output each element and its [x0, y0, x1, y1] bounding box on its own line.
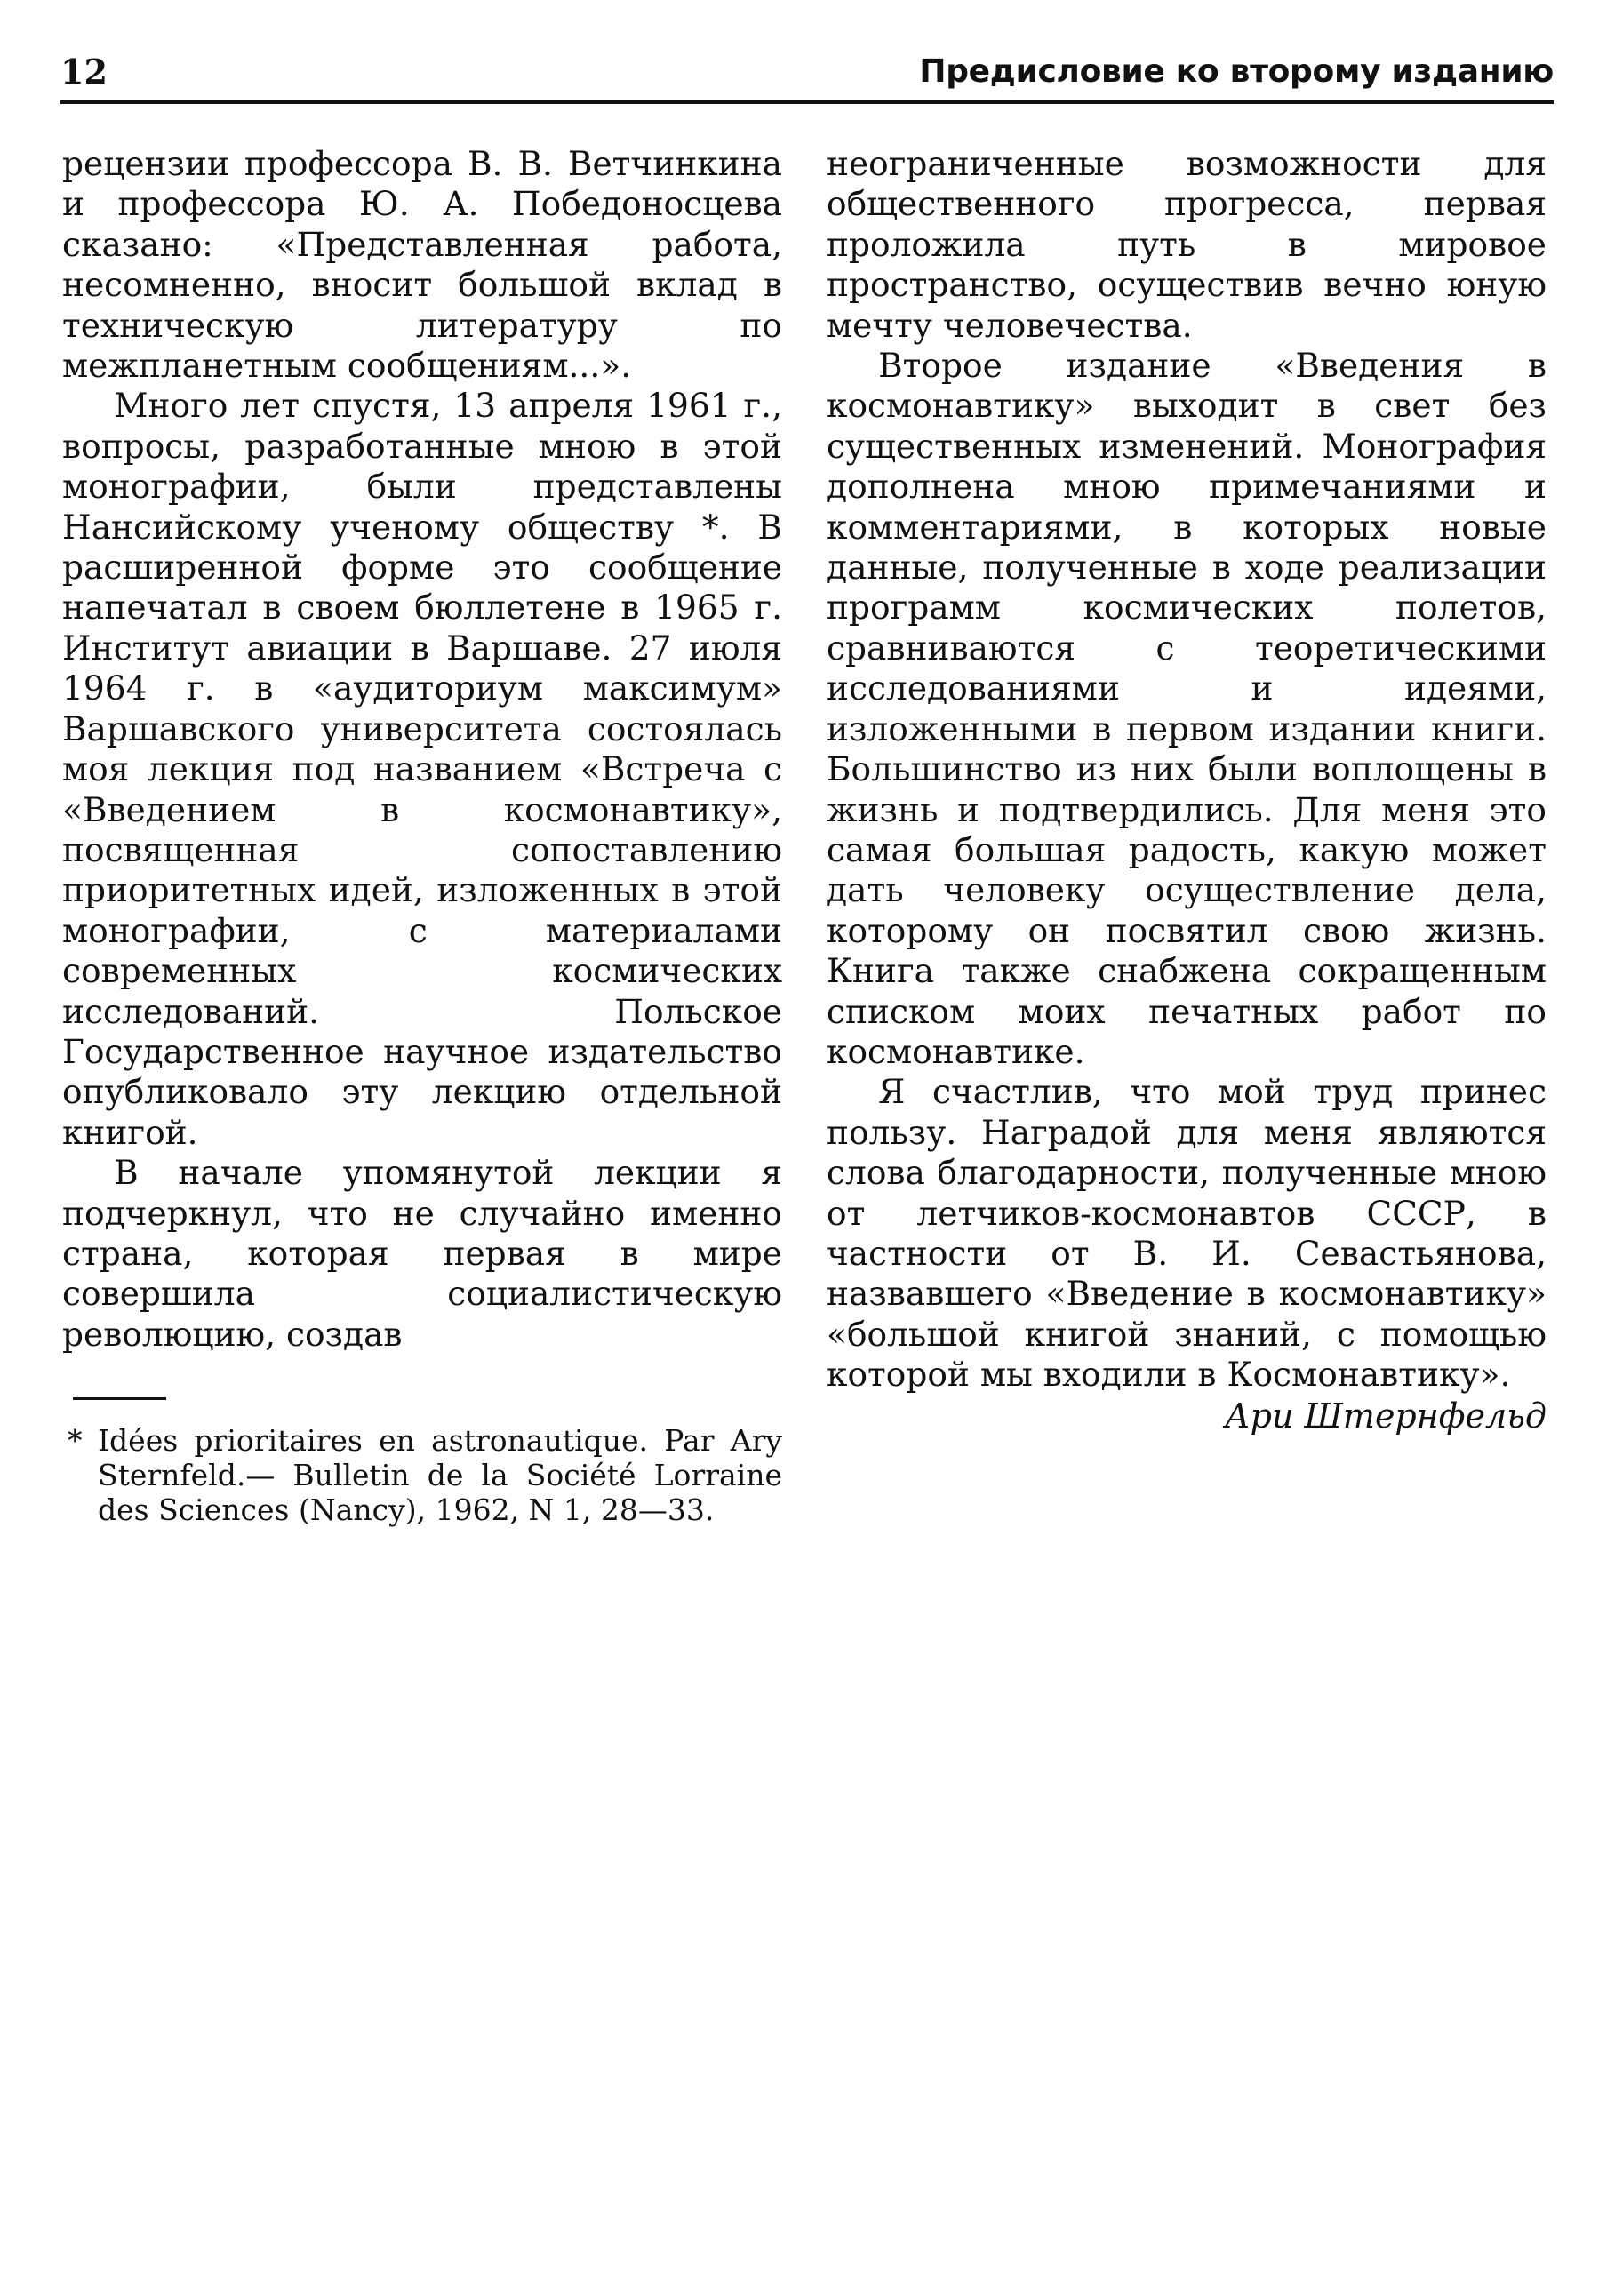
author-signature: Ари Штернфельд — [1224, 1396, 1547, 1436]
footnote-text: Idées prioritaires en astronautique. Par Ary Sternfeld.— Bulletin de la Société Lorraine des Sciences (Nancy), 1962, N 1, 28—33. — [98, 1423, 782, 1528]
footnote — [62, 1423, 782, 1527]
paragraph: Много лет спустя, 13 апреля 1961 г., вопросы, разработанные мною в этой монографии, были представлены Нансийскому ученому обществу *. В расширенной форме это сообщение напечатал в своем бюллетене в 1965 г. Институт авиации в Варшаве. 27 июля 1964 г. в «аудиториум максимум» Варшавского университета состоялась моя лекция под названием «Встреча с «Введением в космонавтику», посвященная сопоставлению приоритетных идей, изложенных в этой монографии, с материалами современных космических исследований. Польское Государственное научное издательство опубликовало эту лекцию отдельной книгой. — [62, 386, 782, 1152]
right-column — [827, 144, 1547, 1436]
page-number: 12 — [60, 52, 108, 92]
paragraph: неограниченные возможности для общественного прогресса, первая проложила путь в мировое пространство, осуществив вечно юную мечту человечества. — [827, 144, 1547, 345]
page-header — [60, 52, 1554, 96]
header-rule — [60, 100, 1554, 104]
left-column — [62, 144, 782, 1527]
paragraph: В начале упомянутой лекции я подчеркнул, что не случайно именно страна, которая первая в мире совершила социалистическую революцию, создав — [62, 1153, 782, 1354]
running-title: Предисловие ко второму изданию — [919, 53, 1554, 90]
footnote-rule — [73, 1397, 166, 1400]
paragraph: Второе издание «Введения в космонавтику» выходит в свет без существенных изменений. Монография дополнена мною примечаниями и комментариями, в которых новые данные, полученные в ходе реализации программ космических полетов, сравниваются с теоретическими исследованиями и идеями, изложенными в первом издании книги. Большинство из них были воплощены в жизнь и подтвердились. Для меня это самая большая радость, какую может дать человеку осуществление дела, которому он посвятил свою жизнь. Книга также снабжена сокращенным списком моих печатных работ по космонавтике. — [827, 346, 1547, 1071]
paragraph: Я счастлив, что мой труд принес пользу. Наградой для меня являются слова благодарности, полученные мною от летчиков-космонавтов СССР, в частности от В. И. Севастьянова, назвавшего «Введение в космонавтику» «большой книгой знаний, с помощью которой мы входили в Космонавтику». — [827, 1072, 1547, 1395]
paragraph: рецензии профессора В. В. Ветчинкина и профессора Ю. А. Победоносцева сказано: «Представленная работа, несомненно, вносит большой вклад в техническую литературу по межпланетным сообщениям...». — [62, 144, 782, 386]
footnote-marker: * — [68, 1423, 83, 1459]
